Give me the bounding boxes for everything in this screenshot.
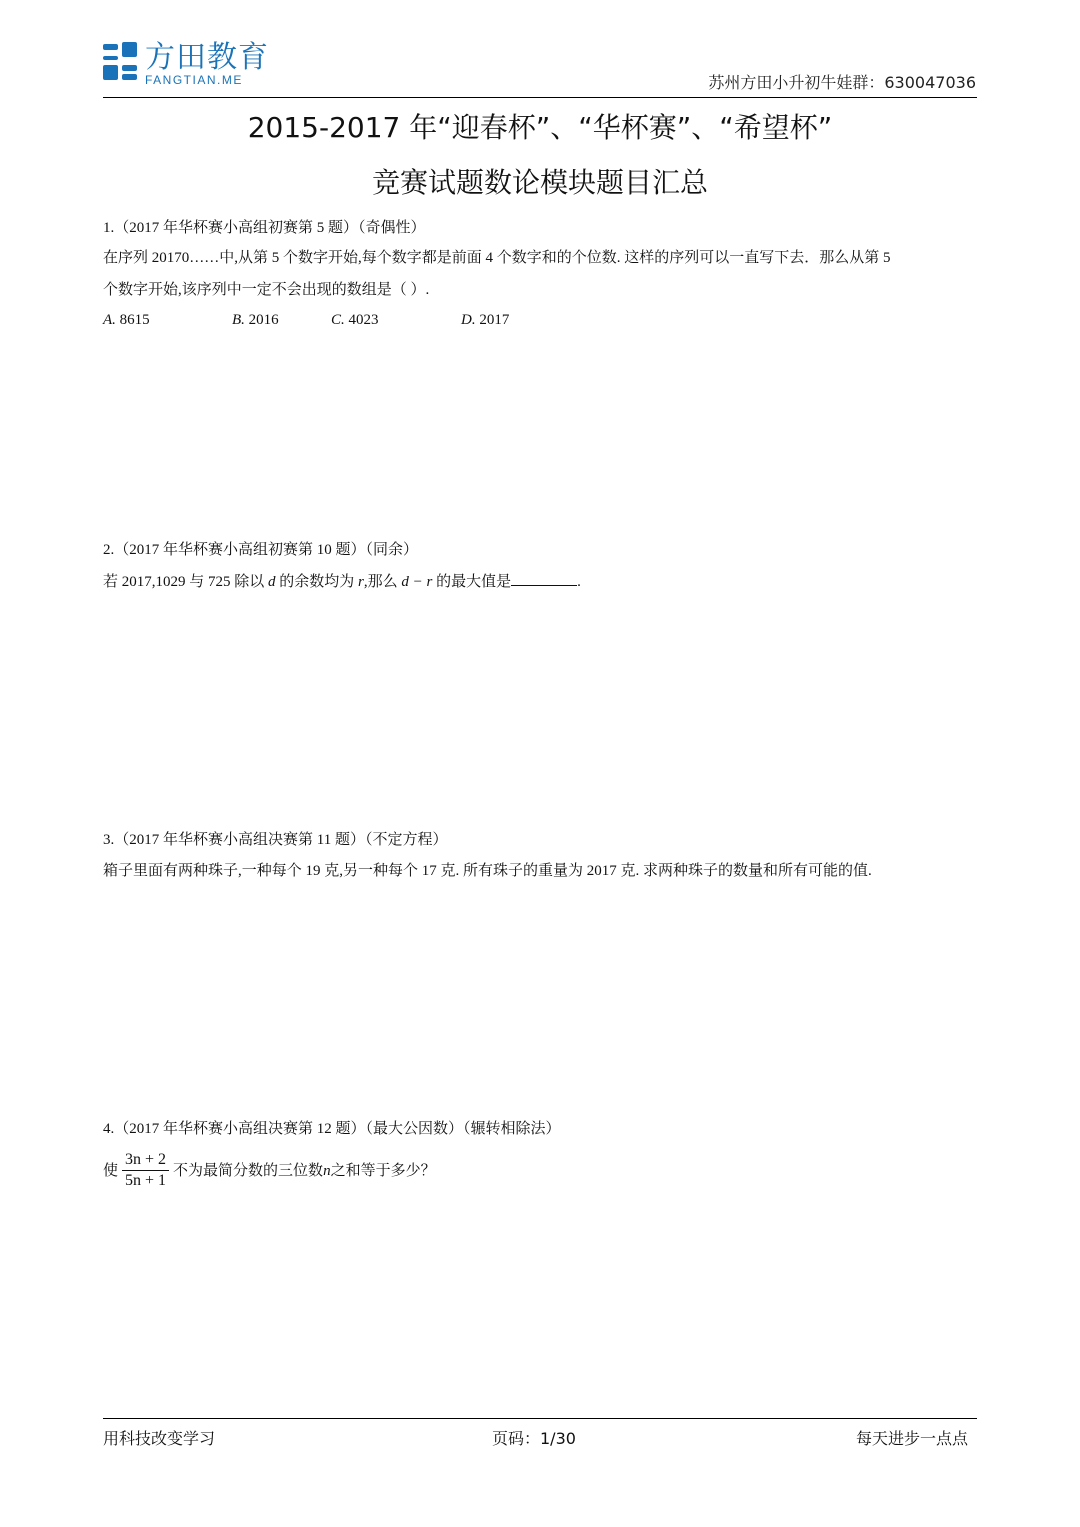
- question-2-heading: 2.（2017 年华杯赛小高组初赛第 10 题）（同余）: [103, 542, 419, 558]
- question-3-heading: 3.（2017 年华杯赛小高组决赛第 11 题）（不定方程）: [103, 832, 448, 848]
- fangtian-logo: [103, 42, 273, 88]
- logo-mark-icon: [103, 42, 139, 86]
- footer-slogan-left: 用科技改变学习: [103, 1429, 216, 1448]
- question-1-option-c: C. 4023: [331, 312, 379, 328]
- question-3-text: 箱子里面有两种珠子,一种每个 19 克,另一种每个 17 克. 所有珠子的重量为 2017 克. 求两种珠子的数量和所有可能的值.: [103, 863, 872, 879]
- answer-blank: [511, 571, 577, 586]
- question-1-option-a: A. 8615: [103, 312, 150, 328]
- page-title-line1: 2015-2017 年“迎春杯”、“华杯赛”、“希望杯”: [247, 111, 833, 144]
- question-2-text: 若 2017,1029 与 725 除以 d 的余数均为 r,那么 d − r 的最大值是 .: [103, 571, 581, 592]
- question-4-fraction: $\frac{3n + 2}{5n + 1}$: [122, 1150, 169, 1191]
- header-group-text: 苏州方田小升初牛娃群：630047036: [708, 73, 976, 92]
- footer-rule: [103, 1418, 977, 1419]
- question-1-option-d: D. 2017: [461, 312, 510, 328]
- question-4-heading: 4.（2017 年华杯赛小高组决赛第 12 题）（最大公因数）（辗转相除法）: [103, 1121, 561, 1137]
- header-rule: [103, 97, 977, 98]
- question-4-text: 使 $\frac{3n + 2}{5n + 1}$ 不为最简分数的三位数 n 之和等于多少？: [103, 1151, 436, 1189]
- question-1-option-b: B. 2016: [232, 312, 279, 328]
- question-1-heading: 1.（2017 年华杯赛小高组初赛第 5 题）（奇偶性）: [103, 220, 426, 236]
- logo-english-text: FANGTIAN.ME: [145, 73, 243, 87]
- footer-slogan-right: 每天进步一点点: [855, 1429, 968, 1448]
- page-title-line2: 竞赛试题数论模块题目汇总: [371, 166, 708, 199]
- question-1-text-line2: 个数字开始,该序列中一定不会出现的数组是（ ）.: [103, 282, 430, 298]
- question-1-text-line1: 在序列 20170……中,从第 5 个数字开始,每个数字都是前面 4 个数字和的个位数. 这样的序列可以一直写下去．那么从第 5: [103, 250, 891, 266]
- logo-chinese-text: 方田教育: [145, 40, 269, 75]
- footer-page-number: 页码：1/30: [492, 1429, 576, 1448]
- question-2-expression: d − r: [401, 574, 433, 590]
